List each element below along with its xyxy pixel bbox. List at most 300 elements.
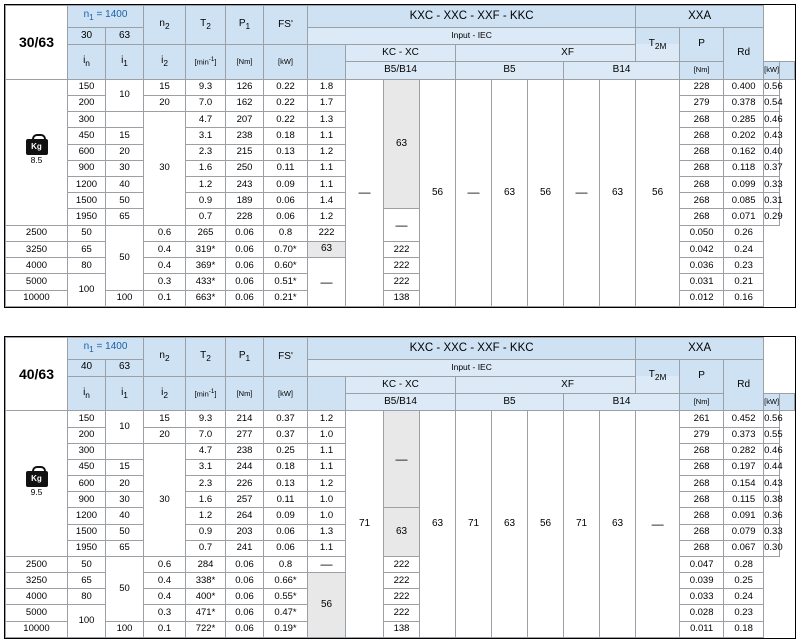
cell-rd: 0.28 [724,556,764,572]
rd-unit-spacer [779,62,794,79]
cell-fs: 1.1 [308,459,346,475]
cell-t2m: 268 [680,160,724,176]
cell-t2: 207 [226,112,264,128]
cell-fs: 1.0 [308,508,346,524]
in-header: $i_n$ [68,44,106,79]
cell-t2: 277 [226,427,264,443]
i2-header: $i_2$ [144,44,186,79]
cell-t2m: 222 [384,258,420,274]
cell-p: 0.202 [724,128,764,144]
cell-t2: 663* [186,290,226,306]
cell-t2m: 279 [680,95,724,111]
cell-n2: 0.4 [144,589,186,605]
n2-unit: $[\min^{-1}]$ [186,376,226,411]
spec-block-40-63 [4,336,796,639]
cell-rd: 0.38 [764,492,779,508]
cell-p: 0.091 [724,508,764,524]
cell-p: 0.378 [724,95,764,111]
cell-i2: 15 [144,79,186,95]
cell-t2: 241 [226,540,264,556]
cell-n2: 0.4 [144,241,186,257]
cell-fs: 1.0 [308,427,346,443]
cell-t2: 369* [186,258,226,274]
cell-n2: 0.1 [144,290,186,306]
spec-table [5,337,795,638]
cell-p: 0.154 [724,476,764,492]
weight-cell [6,411,68,557]
b5b14-header: B5/B14 [346,394,456,411]
cell-fs: 0.21* [264,290,308,306]
cell-p1: 0.06 [226,274,264,290]
cell-p: 0.039 [680,573,724,589]
cell-t2: 214 [226,411,264,427]
cell-fs: 1.3 [308,524,346,540]
weight-value: 8.5 [30,155,43,166]
cell-n2: 0.6 [144,556,186,572]
cell-fs: 0.47* [264,605,308,621]
n1-header: $n_1 = 1400$ [68,6,144,28]
cell-rd: 0.46 [764,443,779,459]
iec-xf-b5-a: 71 [456,411,492,638]
cell-t2m: 268 [680,209,724,225]
weight-badge [6,471,67,497]
cell-t2m: 222 [384,573,420,589]
b5-header: B5 [456,62,564,79]
iec-xf-b14-c: 56 [636,79,680,306]
cell-n2: 3.1 [186,459,226,475]
t2m-header: $T_{2M}$ [636,27,680,62]
cell-fs: 1.2 [308,411,346,427]
iec-kcxc-col2-b: 63 [384,508,420,557]
cell-rd: 0.33 [764,524,779,540]
t2-unit: [Nm] [226,44,264,79]
cell-rd: 0.33 [764,176,779,192]
cell-p1: 0.06 [264,209,308,225]
fs-unit-spacer [308,376,346,411]
iec-xf-b14-a: — [564,79,600,306]
cell-t2m: 268 [680,128,724,144]
t2-header: $T_2$ [186,338,226,377]
cell-p: 0.285 [724,112,764,128]
cell-fs: 1.1 [308,443,346,459]
cell-t2m: 268 [680,176,724,192]
cell-fs: 0.55* [264,589,308,605]
cell-p: 0.162 [724,144,764,160]
cell-t2: 228 [226,209,264,225]
main-title: KXC - XXC - XXF - KKC [308,6,636,28]
cell-in: 10000 [6,621,68,637]
size-label-cell [6,338,68,411]
cell-t2m: 268 [680,524,724,540]
cell-i1: 40 [106,176,144,192]
cell-p1: 0.18 [264,459,308,475]
weight-unit: Kg [31,473,42,483]
cell-i2: 50 [106,225,144,290]
cell-t2: 162 [226,95,264,111]
kc-xc-header: KC - XC [346,44,456,61]
cell-t2: 722* [186,621,226,637]
cell-in: 1200 [68,176,106,192]
cell-i1: 50 [68,225,106,241]
cell-i1: 30 [106,160,144,176]
cell-t2m: 268 [680,193,724,209]
cell-n2: 7.0 [186,95,226,111]
cell-i1: 30 [106,492,144,508]
cell-n2: 1.6 [186,492,226,508]
cell-n2: 0.9 [186,193,226,209]
weight-badge [6,139,67,165]
iec-kcxc-col2-d: — [308,258,346,307]
cell-n2: 1.6 [186,160,226,176]
cell-p1: 0.06 [226,556,264,572]
cell-in: 1500 [68,193,106,209]
cell-n2: 0.9 [186,524,226,540]
cell-t2: 238 [226,128,264,144]
cell-p1: 0.22 [264,79,308,95]
spec-table [5,5,795,307]
xf-header: XF [456,44,680,61]
cell-i1: 65 [106,209,144,225]
cell-n2: 2.3 [186,476,226,492]
cell-rd: 0.24 [724,589,764,605]
xf-header: XF [456,376,680,393]
xxa-title: XXA [636,338,764,360]
cell-fs: 1.3 [308,112,346,128]
cell-in: 5000 [6,274,68,290]
t2m-unit: [Nm] [680,394,724,411]
cell-in: 1500 [68,524,106,540]
cell-i2: 50 [106,556,144,621]
cell-n2: 0.3 [144,274,186,290]
iec-xf-b14-b: 63 [600,79,636,306]
cell-rd: 0.24 [724,241,764,257]
cell-t2: 319* [186,241,226,257]
fs-header: FS' [264,6,308,45]
cell-rd: 0.56 [764,79,779,95]
p-header: P [680,359,724,394]
i1-value-header: 40 [68,359,106,376]
cell-fs: 1.1 [308,176,346,192]
size-label-cell [6,6,68,80]
cell-n2: 7.0 [186,427,226,443]
iec-xf-b5-c: 56 [528,411,564,638]
cell-p: 0.115 [724,492,764,508]
cell-t2: 203 [226,524,264,540]
cell-i1: 15 [106,459,144,475]
cell-fs: 1.1 [308,540,346,556]
iec-xf-b5-a: — [456,79,492,306]
cell-t2: 400* [186,589,226,605]
cell-i2: 30 [144,443,186,556]
size-label: 30/63 [18,33,55,50]
iec-xf-b5-b: 63 [492,79,528,306]
cell-t2m: 268 [680,492,724,508]
cell-p1: 0.22 [264,112,308,128]
cell-in: 1950 [68,540,106,556]
cell-p: 0.071 [724,209,764,225]
n1-header: $n_1 = 1400$ [68,338,144,360]
in-header: $i_n$ [68,376,106,411]
cell-rd: 0.43 [764,128,779,144]
cell-p1: 0.06 [264,193,308,209]
cell-n2: 9.3 [186,411,226,427]
iec-kcxc-col2-c: — [308,556,346,572]
i2-value-header: 63 [106,27,144,44]
iec-kcxc-col1: — [346,79,384,306]
cell-i2: 20 [144,427,186,443]
cell-p: 0.452 [724,411,764,427]
cell-p: 0.050 [680,225,724,241]
cell-in: 150 [68,79,106,95]
i1-header: $i_1$ [106,44,144,79]
cell-i2: 20 [144,95,186,111]
cell-i1 [106,112,144,128]
cell-p: 0.031 [680,274,724,290]
cell-p: 0.085 [724,193,764,209]
cell-in: 3250 [6,573,68,589]
n2-unit: $[\min^{-1}]$ [186,44,226,79]
cell-fs: 1.1 [308,160,346,176]
i2-header: $i_2$ [144,376,186,411]
rd-header: Rd [724,359,764,411]
cell-in: 10000 [6,290,68,306]
cell-p1: 0.37 [264,411,308,427]
iec-xf-b14-c: — [636,411,680,638]
cell-t2m: 222 [308,225,346,241]
cell-rd: 0.46 [764,112,779,128]
cell-fs: 1.2 [308,476,346,492]
cell-i1: 20 [106,476,144,492]
cell-rd: 0.30 [764,540,779,556]
cell-p: 0.033 [680,589,724,605]
iec-xf-b5-c: 56 [528,79,564,306]
cell-in: 600 [68,476,106,492]
kc-xc-header: KC - XC [346,376,456,393]
cell-fs: 0.60* [264,258,308,274]
cell-p1: 0.11 [264,492,308,508]
cell-t2m: 261 [680,411,724,427]
cell-t2m: 222 [384,556,420,572]
cell-rd: 0.31 [764,193,779,209]
table-row [6,79,795,95]
cell-p: 0.042 [680,241,724,257]
weight-icon [26,471,48,487]
cell-n2: 4.7 [186,443,226,459]
cell-fs: 1.0 [308,492,346,508]
cell-p: 0.028 [680,605,724,621]
rd-unit-spacer [779,394,794,411]
cell-rd: 0.16 [724,290,764,306]
cell-i1 [106,443,144,459]
p1-header: $P_1$ [226,6,264,45]
cell-i2: 100 [106,621,144,637]
cell-fs: 0.8 [264,556,308,572]
cell-t2: 215 [226,144,264,160]
iec-xf-b14-a: 71 [564,411,600,638]
cell-t2m: 138 [384,621,420,637]
cell-i1: 100 [68,605,106,638]
cell-i1: 50 [106,524,144,540]
cell-fs: 0.51* [264,274,308,290]
cell-i1: 65 [68,241,106,257]
cell-p: 0.079 [724,524,764,540]
cell-in: 4000 [6,589,68,605]
cell-p1: 0.06 [226,573,264,589]
cell-in: 300 [68,112,106,128]
cell-rd: 0.56 [764,411,779,427]
cell-t2m: 222 [384,241,420,257]
cell-t2: 244 [226,459,264,475]
n2-header: $n_2$ [144,6,186,45]
cell-p1: 0.09 [264,176,308,192]
p-unit: [kW] [764,62,779,79]
cell-rd: 0.54 [764,95,779,111]
cell-i1: 100 [68,274,106,307]
b14-header: B14 [564,62,680,79]
b14-header: B14 [564,394,680,411]
iec-kcxc-col3: 63 [420,411,456,638]
b5-header: B5 [456,394,564,411]
main-title: KXC - XXC - XXF - KKC [308,338,636,360]
cell-t2m: 268 [680,459,724,475]
cell-p: 0.047 [680,556,724,572]
cell-p: 0.118 [724,160,764,176]
cell-n2: 0.7 [186,209,226,225]
iec-kcxc-col2-d: 56 [308,573,346,638]
n2-header: $n_2$ [144,338,186,377]
cell-n2: 1.2 [186,176,226,192]
cell-fs: 1.4 [308,193,346,209]
iec-kcxc-col2-b: — [384,209,420,241]
iec-xf-b14-b: 63 [600,411,636,638]
cell-t2m: 222 [384,274,420,290]
cell-p: 0.197 [724,459,764,475]
cell-rd: 0.43 [764,476,779,492]
cell-rd: 0.18 [724,621,764,637]
fs-unit-spacer [308,44,346,79]
cell-in: 450 [68,459,106,475]
cell-rd: 0.36 [764,508,779,524]
xxa-title: XXA [636,6,764,28]
cell-t2: 338* [186,573,226,589]
cell-in: 4000 [6,258,68,274]
input-iec-header: Input - IEC [308,359,636,376]
cell-i1: 50 [68,556,106,572]
cell-p1: 0.06 [226,225,264,241]
cell-p1: 0.09 [264,508,308,524]
cell-p1: 0.06 [264,540,308,556]
cell-i1: 50 [106,193,144,209]
t2m-header: $T_{2M}$ [636,359,680,394]
fs-header: FS' [264,338,308,377]
cell-fs: 1.8 [308,79,346,95]
cell-t2: 189 [226,193,264,209]
cell-p: 0.373 [724,427,764,443]
cell-in: 1950 [68,209,106,225]
cell-t2: 264 [226,508,264,524]
cell-i1: 80 [68,589,106,605]
cell-fs: 1.7 [308,95,346,111]
cell-n2: 4.7 [186,112,226,128]
cell-t2: 226 [226,476,264,492]
cell-t2m: 268 [680,144,724,160]
cell-rd: 0.37 [764,160,779,176]
cell-t2: 126 [226,79,264,95]
cell-n2: 0.7 [186,540,226,556]
cell-fs: 0.8 [264,225,308,241]
cell-p1: 0.13 [264,144,308,160]
cell-t2m: 268 [680,540,724,556]
cell-rd: 0.26 [724,225,764,241]
cell-p1: 0.18 [264,128,308,144]
table-row [6,411,795,427]
cell-in: 5000 [6,605,68,621]
cell-t2: 243 [226,176,264,192]
cell-in: 900 [68,492,106,508]
iec-kcxc-col3: 56 [420,79,456,306]
cell-in: 2500 [6,225,68,241]
cell-t2m: 279 [680,427,724,443]
cell-p1: 0.25 [264,443,308,459]
cell-rd: 0.23 [724,258,764,274]
cell-fs: 0.66* [264,573,308,589]
cell-t2m: 222 [384,589,420,605]
weight-unit: Kg [31,142,42,152]
p1-unit: [kW] [264,44,308,79]
cell-rd: 0.21 [724,274,764,290]
p1-unit: [kW] [264,376,308,411]
iec-kcxc-col2-c: 63 [308,241,346,257]
cell-p1: 0.06 [226,589,264,605]
cell-n2: 0.4 [144,573,186,589]
cell-t2m: 138 [384,290,420,306]
cell-in: 200 [68,95,106,111]
cell-t2m: 228 [680,79,724,95]
cell-t2m: 268 [680,508,724,524]
cell-t2m: 268 [680,112,724,128]
cell-i2: 100 [106,290,144,306]
cell-n2: 0.6 [144,225,186,241]
cell-p1: 0.06 [226,290,264,306]
cell-p1: 0.06 [226,241,264,257]
cell-i1: 15 [106,128,144,144]
cell-n2: 0.3 [144,605,186,621]
cell-p1: 0.06 [226,258,264,274]
cell-i2: 15 [144,411,186,427]
t2-header: $T_2$ [186,6,226,45]
cell-p1: 0.11 [264,160,308,176]
p1-header: $P_1$ [226,338,264,377]
iec-xf-b5-b: 63 [492,411,528,638]
rd-header: Rd [724,27,764,79]
cell-i1: 80 [68,258,106,274]
cell-fs: 1.2 [308,144,346,160]
cell-in: 1200 [68,508,106,524]
cell-p: 0.099 [724,176,764,192]
cell-in: 3250 [6,241,68,257]
cell-in: 450 [68,128,106,144]
cell-in: 300 [68,443,106,459]
cell-rd: 0.40 [764,144,779,160]
input-iec-header: Input - IEC [308,27,636,44]
cell-n2: 2.3 [186,144,226,160]
cell-p: 0.011 [680,621,724,637]
cell-n2: 0.1 [144,621,186,637]
cell-i1: 10 [106,411,144,443]
cell-p1: 0.22 [264,95,308,111]
cell-t2m: 268 [680,476,724,492]
cell-i1: 10 [106,79,144,111]
